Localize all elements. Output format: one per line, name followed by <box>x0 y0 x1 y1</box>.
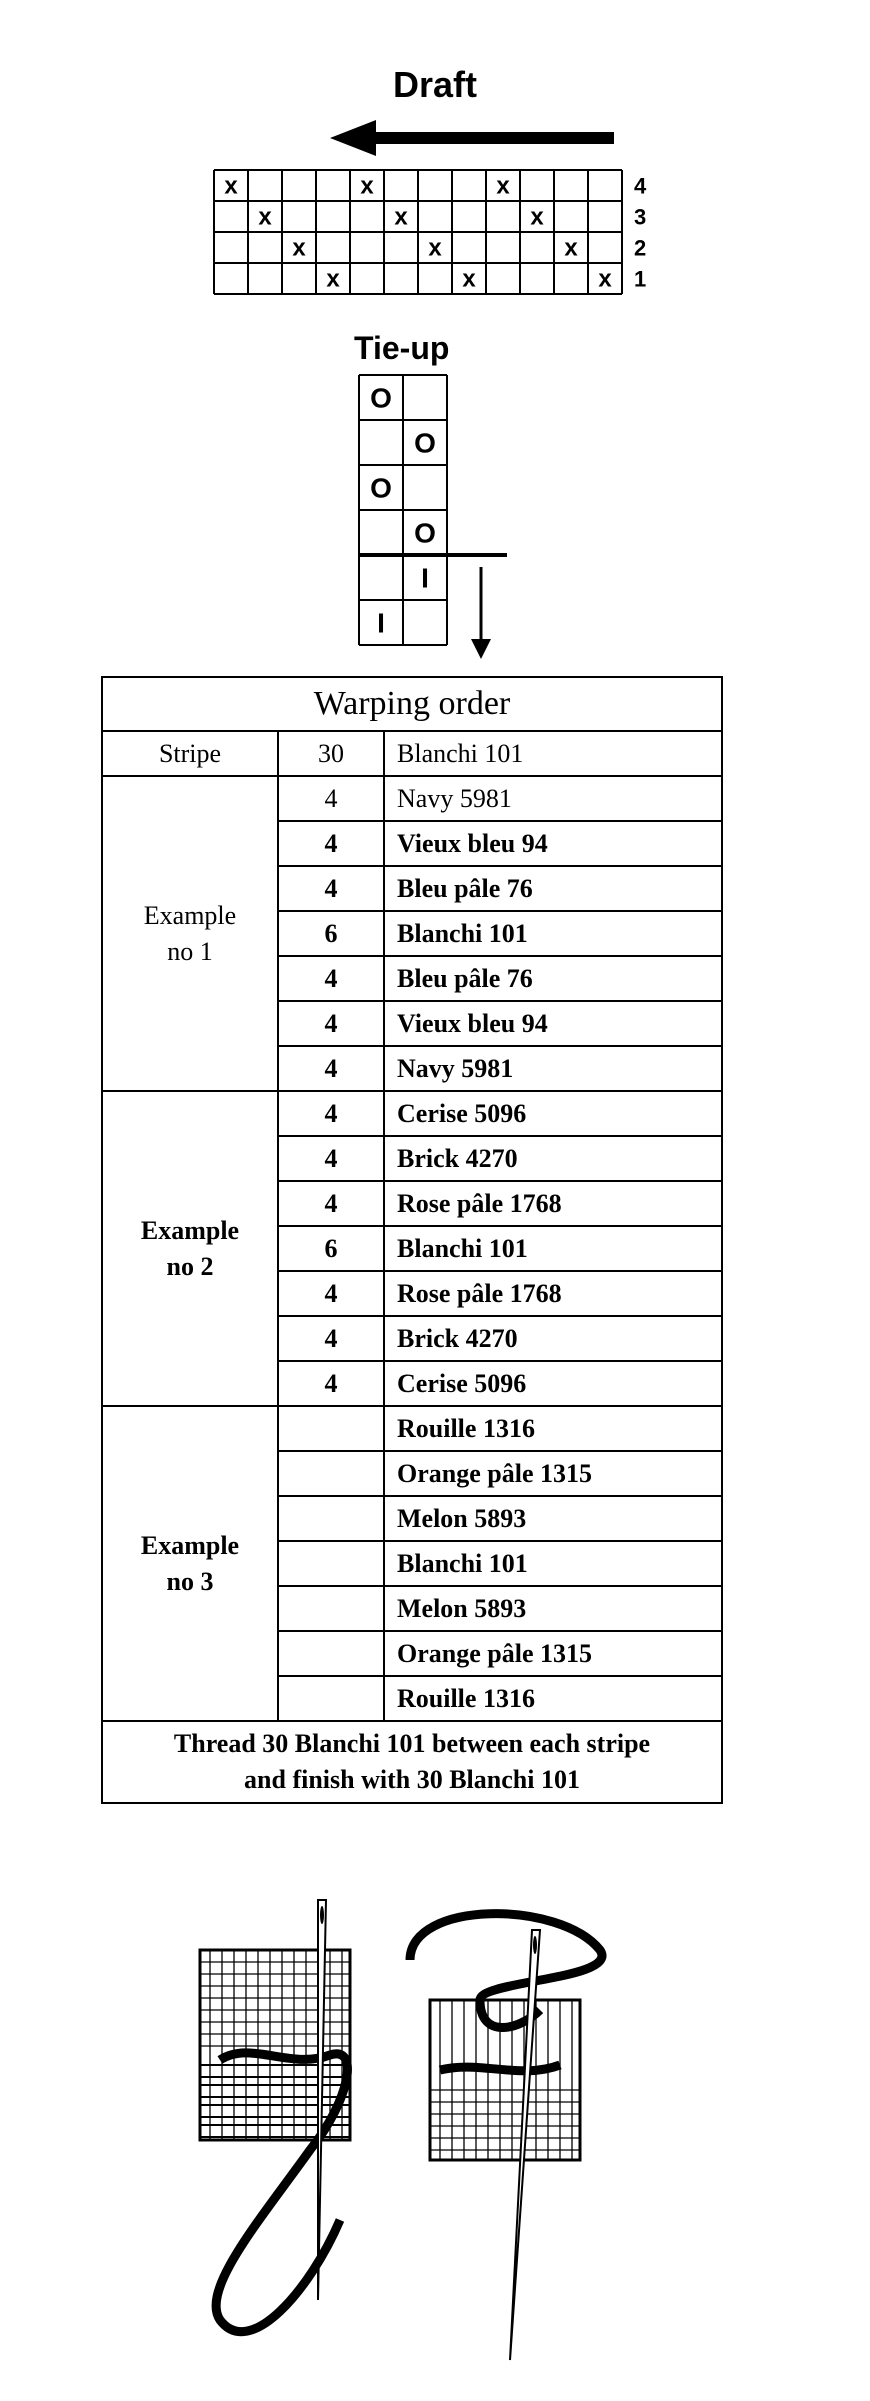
thread-color: Cerise 5096 <box>384 1361 722 1406</box>
thread-color: Rouille 1316 <box>384 1406 722 1451</box>
thread-count: 4 <box>278 866 384 911</box>
thread-color: Vieux bleu 94 <box>384 821 722 866</box>
thread-count: 6 <box>278 911 384 956</box>
footer-line2: and finish with 30 Blanchi 101 <box>244 1765 580 1794</box>
thread-color: Navy 5981 <box>384 1046 722 1091</box>
thread-count: 4 <box>278 1271 384 1316</box>
thread-color: Rose pâle 1768 <box>384 1271 722 1316</box>
warping-title: Warping order <box>102 677 722 731</box>
tieup-mark: O <box>414 517 436 549</box>
left-fabric-swatch <box>200 1950 350 2140</box>
thread-color: Bleu pâle 76 <box>384 866 722 911</box>
tieup-mark: I <box>421 562 429 594</box>
example-label-line1: Example <box>140 1215 240 1245</box>
thread-color: Navy 5981 <box>384 776 722 821</box>
footer-note <box>102 1721 722 1803</box>
tieup-mark: O <box>370 472 392 504</box>
thread-count: 4 <box>278 1001 384 1046</box>
example-label-line2: no 2 <box>166 1251 214 1281</box>
thread-count <box>278 1541 384 1586</box>
thread-count <box>278 1496 384 1541</box>
left-needle-icon <box>318 1900 326 2300</box>
shaft-label: 2 <box>634 235 647 261</box>
tieup-mark: I <box>377 607 385 639</box>
shaft-label: 3 <box>634 204 647 230</box>
embroidery-illustration <box>180 1860 620 2380</box>
draft-mark: x <box>496 172 510 200</box>
stripe-label: Stripe <box>102 731 278 776</box>
thread-count: 4 <box>278 1181 384 1226</box>
thread-count: 4 <box>278 956 384 1001</box>
tieup-grid <box>355 371 515 641</box>
thread-count <box>278 1586 384 1631</box>
thread-count: 4 <box>278 821 384 866</box>
down-arrow-head-icon <box>471 639 491 659</box>
stripe-row <box>102 731 722 776</box>
tieup-title: Tie-up <box>354 330 450 366</box>
thread-color: Vieux bleu 94 <box>384 1001 722 1046</box>
warping-row <box>102 1091 722 1136</box>
example-label-line2: no 3 <box>166 1566 214 1596</box>
thread-count: 4 <box>278 1136 384 1181</box>
footer-line1: Thread 30 Blanchi 101 between each stripe <box>173 1729 651 1758</box>
draft-mark: x <box>326 265 340 293</box>
example-label <box>102 1406 278 1721</box>
draft-grid <box>212 168 647 296</box>
thread-color: Blanchi 101 <box>384 911 722 956</box>
example-label-line1: Example <box>140 1530 240 1560</box>
thread-color: Brick 4270 <box>384 1316 722 1361</box>
thread-count <box>278 1631 384 1676</box>
thread-color: Orange pâle 1315 <box>384 1631 722 1676</box>
tieup-mark: O <box>414 427 436 459</box>
warping-order-table <box>101 676 723 1804</box>
thread-count: 4 <box>278 1091 384 1136</box>
thread-color: Blanchi 101 <box>384 1541 722 1586</box>
thread-count: 4 <box>278 776 384 821</box>
stripe-color: Blanchi 101 <box>384 731 722 776</box>
thread-count <box>278 1451 384 1496</box>
thread-count: 4 <box>278 1316 384 1361</box>
thread-color: Rose pâle 1768 <box>384 1181 722 1226</box>
draft-mark: x <box>360 172 374 200</box>
draft-mark: x <box>428 234 442 262</box>
warping-row <box>102 1406 722 1451</box>
draft-mark: x <box>258 203 272 231</box>
draft-mark: x <box>224 172 238 200</box>
thread-color: Melon 5893 <box>384 1586 722 1631</box>
draft-mark: x <box>564 234 578 262</box>
thread-color: Bleu pâle 76 <box>384 956 722 1001</box>
thread-count <box>278 1406 384 1451</box>
warping-title-row <box>102 677 722 731</box>
draft-mark: x <box>530 203 544 231</box>
shaft-label: 1 <box>634 266 647 292</box>
draft-title: Draft <box>392 64 477 105</box>
example-label <box>102 1091 278 1406</box>
thread-color: Melon 5893 <box>384 1496 722 1541</box>
thread-color: Blanchi 101 <box>384 1226 722 1271</box>
warping-row <box>102 776 722 821</box>
thread-color: Orange pâle 1315 <box>384 1451 722 1496</box>
example-label-line2: no 1 <box>167 936 213 966</box>
thread-color: Cerise 5096 <box>384 1091 722 1136</box>
tieup-mark: O <box>370 382 392 414</box>
draft-mark: x <box>394 203 408 231</box>
thread-color: Brick 4270 <box>384 1136 722 1181</box>
example-label <box>102 776 278 1091</box>
thread-count <box>278 1676 384 1721</box>
right-thread <box>410 1914 602 2071</box>
thread-count: 4 <box>278 1046 384 1091</box>
thread-count: 4 <box>278 1361 384 1406</box>
left-arrow-icon <box>330 118 614 158</box>
shaft-label: 4 <box>634 173 647 199</box>
example-label-line1: Example <box>143 900 237 930</box>
thread-color: Rouille 1316 <box>384 1676 722 1721</box>
stripe-count: 30 <box>278 731 384 776</box>
draft-mark: x <box>598 265 612 293</box>
draft-mark: x <box>292 234 306 262</box>
thread-count: 6 <box>278 1226 384 1271</box>
draft-mark: x <box>462 265 476 293</box>
footer-row <box>102 1721 722 1803</box>
